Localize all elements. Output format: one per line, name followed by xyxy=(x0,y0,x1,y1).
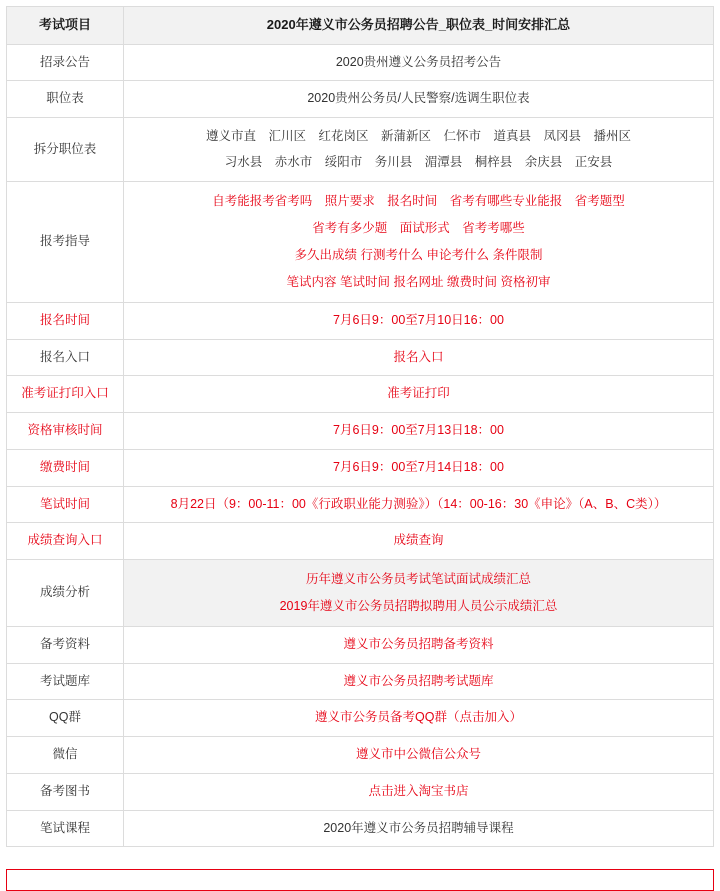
row-label: 笔试课程 xyxy=(7,810,124,847)
row-value-line[interactable]: 成绩查询 xyxy=(393,533,444,548)
table-row xyxy=(7,81,714,118)
row-value-line: 2020贵州公务员/人民警察/选调生职位表 xyxy=(307,91,530,106)
table-row xyxy=(7,523,714,560)
row-value-line[interactable]: 报名入口 xyxy=(393,349,444,364)
table-row xyxy=(7,663,714,700)
header-title-cell: 2020年遵义市公务员招聘公告_职位表_时间安排汇总 xyxy=(124,7,714,45)
exam-info-table xyxy=(6,6,714,847)
row-value-line[interactable]: 省考有多少题 面试形式 省考考哪些 xyxy=(312,221,525,236)
table-row xyxy=(7,560,714,627)
row-label: QQ群 xyxy=(7,700,124,737)
table-row xyxy=(7,413,714,450)
table-row xyxy=(7,182,714,303)
row-value[interactable] xyxy=(124,182,714,303)
gap-spacer xyxy=(0,847,720,869)
table-row xyxy=(7,118,714,182)
row-label: 考试题库 xyxy=(7,663,124,700)
row-value xyxy=(124,810,714,847)
row-value[interactable] xyxy=(124,376,714,413)
table-row xyxy=(7,626,714,663)
row-value-line[interactable]: 笔试内容 笔试时间 报名网址 缴费时间 资格初审 xyxy=(286,275,551,290)
table-row xyxy=(7,810,714,847)
table-row xyxy=(7,700,714,737)
row-label: 成绩分析 xyxy=(7,560,124,627)
table-row xyxy=(7,302,714,339)
row-value[interactable] xyxy=(124,560,714,627)
row-value xyxy=(124,118,714,182)
table-header-row xyxy=(7,7,714,45)
row-value-line[interactable]: 7月6日9：00至7月13日18：00 xyxy=(333,423,504,438)
row-label: 微信 xyxy=(7,737,124,774)
row-label: 准考证打印入口 xyxy=(7,376,124,413)
row-label: 报名时间 xyxy=(7,302,124,339)
row-value-line[interactable]: 遵义市中公微信公众号 xyxy=(355,747,481,762)
row-value[interactable] xyxy=(124,523,714,560)
row-value-line[interactable]: 遵义市公务员招聘备考资料 xyxy=(343,636,494,651)
row-label: 报名入口 xyxy=(7,339,124,376)
row-value-line[interactable]: 历年遵义市公务员考试笔试面试成绩汇总 xyxy=(305,572,531,587)
row-value[interactable] xyxy=(124,486,714,523)
row-value-line[interactable]: 8月22日（9：00-11：00《行政职业能力测验》）（14：00-16：30《申论》（A、B、C类）） xyxy=(170,496,667,511)
row-value-line[interactable]: 7月6日9：00至7月14日18：00 xyxy=(333,459,504,474)
row-value-line[interactable]: 自考能报考省考吗 照片要求 报名时间 省考有哪些专业能报 省考题型 xyxy=(212,194,625,209)
row-label: 拆分职位表 xyxy=(7,118,124,182)
row-value[interactable] xyxy=(124,339,714,376)
row-label: 缴费时间 xyxy=(7,449,124,486)
row-value-line[interactable]: 多久出成绩 行测考什么 申论考什么 条件限制 xyxy=(294,248,543,263)
row-label: 备考图书 xyxy=(7,773,124,810)
row-value-line: 遵义市直 汇川区 红花岗区 新蒲新区 仁怀市 道真县 凤冈县 播州区 xyxy=(205,129,631,144)
row-value[interactable] xyxy=(124,737,714,774)
row-value xyxy=(124,44,714,81)
row-label: 资格审核时间 xyxy=(7,413,124,450)
table-row xyxy=(7,339,714,376)
table-row xyxy=(7,773,714,810)
row-value-line[interactable]: 准考证打印 xyxy=(387,386,450,401)
row-value-line[interactable]: 7月6日9：00至7月10日16：00 xyxy=(333,312,504,327)
row-value-line: 习水县 赤水市 绥阳市 务川县 湄潭县 桐梓县 余庆县 正安县 xyxy=(224,154,613,169)
table-body xyxy=(7,7,714,847)
row-value-line[interactable]: 2019年遵义市公务员招聘拟聘用人员公示成绩汇总 xyxy=(279,599,558,614)
table-row xyxy=(7,376,714,413)
row-value-line[interactable]: 遵义市公务员招聘考试题库 xyxy=(343,673,494,688)
table-row xyxy=(7,44,714,81)
row-label: 成绩查询入口 xyxy=(7,523,124,560)
row-label: 备考资料 xyxy=(7,626,124,663)
row-value[interactable] xyxy=(124,626,714,663)
row-value[interactable] xyxy=(124,773,714,810)
row-label: 招录公告 xyxy=(7,44,124,81)
row-value-line: 2020年遵义市公务员招聘辅导课程 xyxy=(323,820,514,835)
bottom-red-box xyxy=(6,869,714,891)
row-value[interactable] xyxy=(124,449,714,486)
row-label: 笔试时间 xyxy=(7,486,124,523)
table-row xyxy=(7,737,714,774)
row-value-line[interactable]: 遵义市公务员备考QQ群（点击加入） xyxy=(315,710,522,725)
row-value[interactable] xyxy=(124,302,714,339)
row-value[interactable] xyxy=(124,413,714,450)
row-value xyxy=(124,81,714,118)
row-label: 职位表 xyxy=(7,81,124,118)
row-value-line[interactable]: 点击进入淘宝书店 xyxy=(368,783,469,798)
row-label: 报考指导 xyxy=(7,182,124,303)
header-label-cell: 考试项目 xyxy=(7,7,124,45)
table-row xyxy=(7,449,714,486)
row-value[interactable] xyxy=(124,663,714,700)
table-row xyxy=(7,486,714,523)
row-value-line: 2020贵州遵义公务员招考公告 xyxy=(335,54,502,69)
row-value[interactable] xyxy=(124,700,714,737)
